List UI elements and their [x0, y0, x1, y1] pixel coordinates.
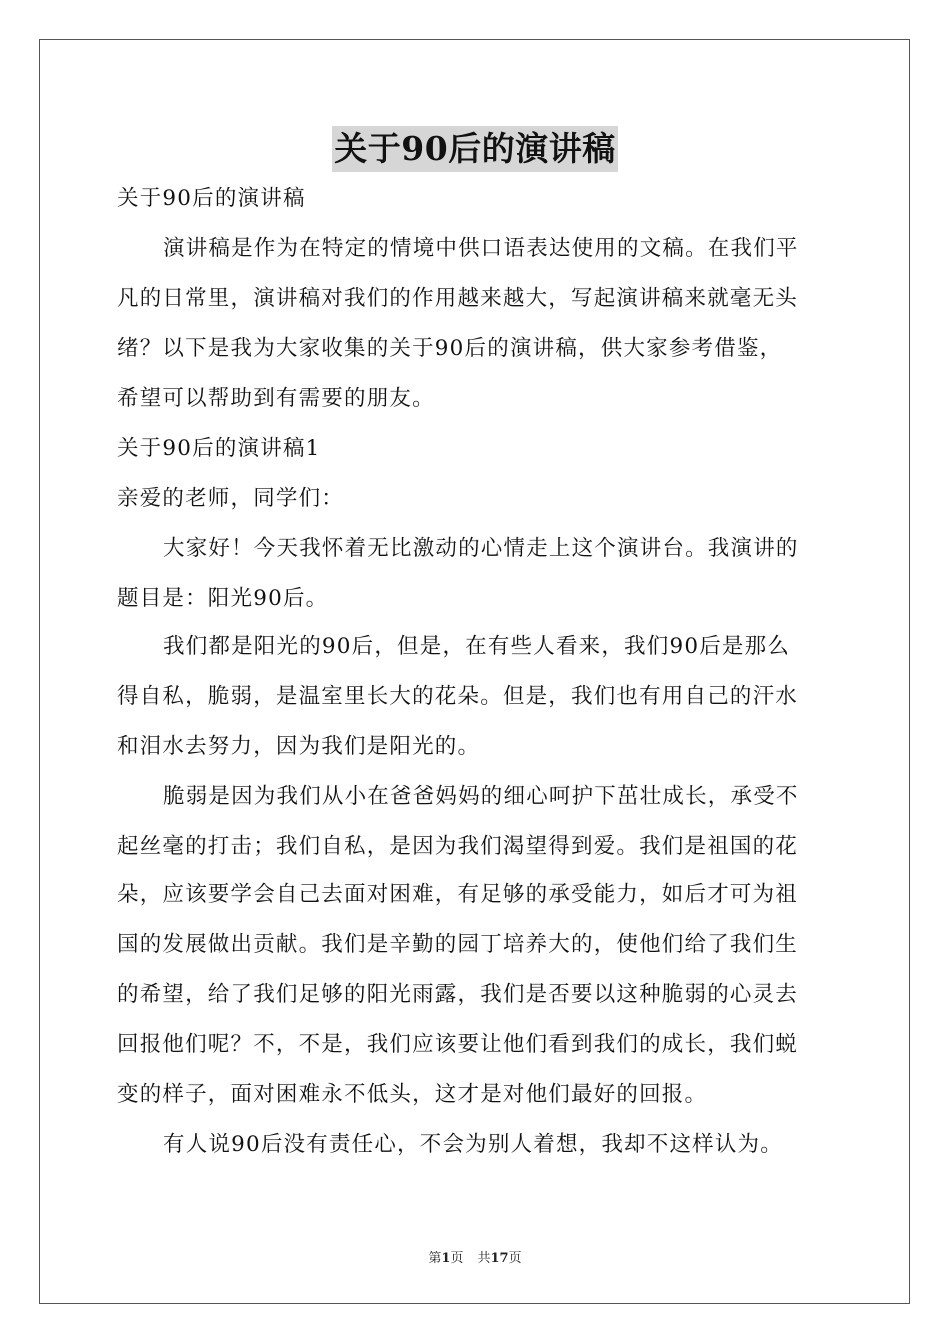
paragraph-line: 脆弱是因为我们从小在爸爸妈妈的细心呵护下茁壮成长，承受不	[163, 784, 799, 809]
paragraph-line: 希望可以帮助到有需要的朋友。	[117, 386, 435, 411]
subtitle-line: 关于90后的演讲稿	[117, 186, 306, 211]
salutation-line: 亲爱的老师，同学们：	[117, 486, 345, 511]
page-label-prefix: 第	[428, 1251, 442, 1266]
paragraph-line: 和泪水去努力，因为我们是阳光的。	[117, 734, 481, 759]
paragraph-line: 有人说90后没有责任心，不会为别人着想，我却不这样认为。	[163, 1132, 783, 1157]
paragraph-line: 国的发展做出贡献。我们是辛勤的园丁培养大的，使他们给了我们生	[117, 932, 799, 957]
paragraph-line: 绪？以下是我为大家收集的关于90后的演讲稿，供大家参考借鉴，	[117, 336, 783, 361]
page-label-suffix: 页	[450, 1251, 464, 1266]
page-border	[39, 39, 910, 1304]
paragraph-line: 题目是：阳光90后。	[117, 586, 329, 611]
paragraph-line: 演讲稿是作为在特定的情境中供口语表达使用的文稿。在我们平	[163, 236, 799, 261]
paragraph-line: 朵，应该要学会自己去面对困难，有足够的承受能力，如后才可为祖	[117, 882, 799, 907]
paragraph-line: 大家好！今天我怀着无比激动的心情走上这个演讲台。我演讲的	[163, 536, 799, 561]
page-number-total: 17	[490, 1251, 509, 1266]
paragraph-line: 凡的日常里，演讲稿对我们的作用越来越大，写起演讲稿来就毫无头	[117, 286, 799, 311]
page-number-current: 1	[441, 1251, 451, 1266]
paragraph-line: 得自私，脆弱，是温室里长大的花朵。但是，我们也有用自己的汗水	[117, 684, 799, 709]
title-container	[0, 126, 950, 172]
paragraph-line: 变的样子，面对困难永不低头，这才是对他们最好的回报。	[117, 1082, 708, 1107]
paragraph-line: 起丝毫的打击；我们自私，是因为我们渴望得到爱。我们是祖国的花	[117, 834, 799, 859]
section-heading: 关于90后的演讲稿1	[117, 436, 321, 461]
page-footer	[0, 1247, 950, 1266]
total-label-suffix: 页	[508, 1251, 522, 1266]
paragraph-line: 的希望，给了我们足够的阳光雨露，我们是否要以这种脆弱的心灵去	[117, 982, 799, 1007]
total-label-prefix: 共	[477, 1251, 491, 1266]
document-title: 关于90后的演讲稿	[332, 126, 617, 172]
paragraph-line: 回报他们呢？不，不是，我们应该要让他们看到我们的成长，我们蜕	[117, 1032, 799, 1057]
paragraph-line: 我们都是阳光的90后，但是，在有些人看来，我们90后是那么	[163, 634, 791, 659]
